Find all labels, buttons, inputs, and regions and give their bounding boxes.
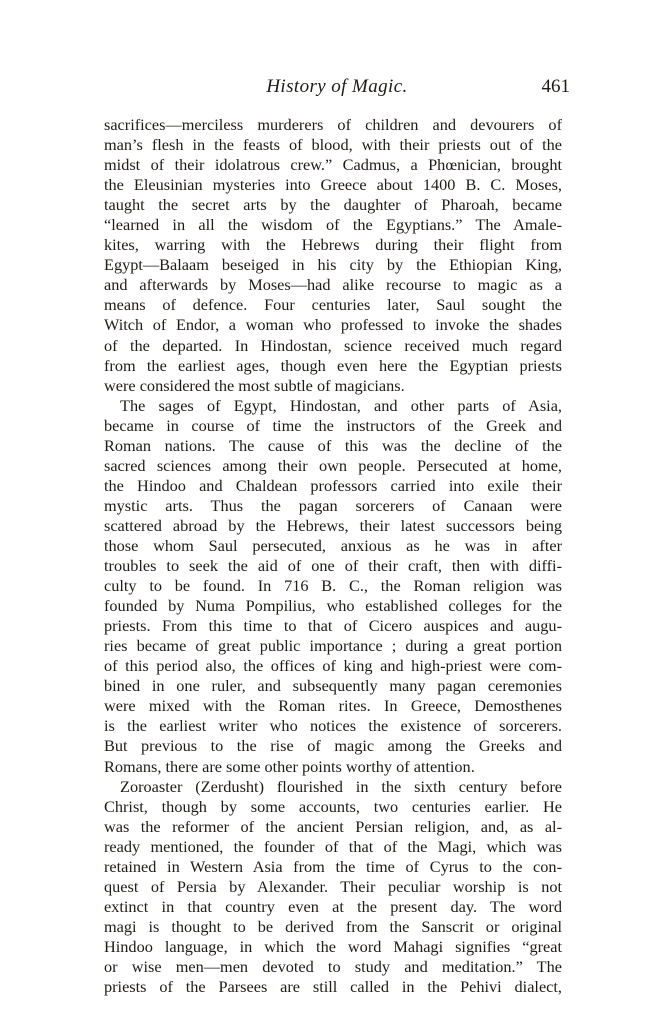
text-line: magi is thought to be derived from the Sanscrit or original — [104, 916, 562, 936]
text-line: ready mentioned, the founder of that of the Magi, which was — [104, 836, 562, 856]
text-line: extinct in that country even at the present day. The word — [104, 896, 562, 916]
text-line: was the reformer of the ancient Persian religion, and, as al- — [104, 816, 562, 836]
text-line: ries became of great public importance ; during a great portion — [104, 636, 562, 656]
text-line: or wise men—men devoted to study and meditation.” The — [104, 956, 562, 976]
text-line: man’s flesh in the feasts of blood, with their priests out of the — [104, 135, 562, 155]
text-line: those whom Saul persecuted, anxious as he was in after — [104, 535, 562, 555]
text-line: were mixed with the Roman rites. In Greece, Demosthenes — [104, 696, 562, 716]
text-line: sacred sciences among their own people. Persecuted at home, — [104, 455, 562, 475]
text-line: priests. From this time to that of Cicero auspices and augu- — [104, 616, 562, 636]
body-text — [104, 115, 562, 997]
text-line: quest of Persia by Alexander. Their peculiar worship is not — [104, 876, 562, 896]
text-line: sacrifices—merciless murderers of children and devourers of — [104, 115, 562, 134]
text-line: priests of the Parsees are still called in the Pehivi dialect, — [104, 977, 562, 997]
text-line: retained in Western Asia from the time of Cyrus to the con- — [104, 856, 562, 876]
text-line: “learned in all the wisdom of the Egyptians.” The Amale- — [104, 215, 562, 235]
text-line: the Eleusinian mysteries into Greece about 1400 B. C. Moses, — [104, 175, 562, 195]
text-line: of the departed. In Hindostan, science received much regard — [104, 335, 562, 355]
running-title: History of Magic. — [266, 76, 408, 97]
text-line: Egypt—Balaam beseiged in his city by the Ethiopian King, — [104, 255, 562, 275]
page-header — [104, 76, 570, 104]
text-line: Christ, though by some accounts, two centuries earlier. He — [104, 796, 562, 816]
text-line: Witch of Endor, a woman who professed to invoke the shades — [104, 315, 562, 335]
text-line: became in course of time the instructors of the Greek and — [104, 415, 562, 435]
text-line: Romans, there are some other points worthy of attention. — [104, 756, 475, 776]
text-line: kites, warring with the Hebrews during their flight from — [104, 235, 562, 255]
text-line: Hindoo language, in which the word Mahagi signifies “great — [104, 936, 562, 956]
text-line: founded by Numa Pompilius, who established colleges for the — [104, 596, 562, 616]
text-line: troubles to seek the aid of one of their craft, then with diffi- — [104, 556, 562, 576]
text-line: Zoroaster (Zerdusht) flourished in the sixth century before — [120, 776, 562, 796]
text-line: is the earliest writer who notices the existence of sorcerers. — [104, 716, 562, 736]
text-line: were considered the most subtle of magicians. — [104, 375, 405, 395]
text-line: the Hindoo and Chaldean professors carried into exile their — [104, 475, 562, 495]
page-number: 461 — [541, 76, 570, 97]
text-line: culty to be found. In 716 B. C., the Roman religion was — [104, 576, 562, 596]
text-line: scattered abroad by the Hebrews, their latest successors being — [104, 515, 562, 535]
text-line: taught the secret arts by the daughter of Pharoah, became — [104, 195, 562, 215]
text-line: of this period also, the offices of king and high-priest were com- — [104, 656, 562, 676]
text-line: Roman nations. The cause of this was the decline of the — [104, 435, 562, 455]
text-line: means of defence. Four centuries later, Saul sought the — [104, 295, 562, 315]
text-line: But previous to the rise of magic among the Greeks and — [104, 736, 562, 756]
text-line: from the earliest ages, though even here the Egyptian priests — [104, 355, 562, 375]
text-line: mystic arts. Thus the pagan sorcerers of Canaan were — [104, 495, 562, 515]
text-line: The sages of Egypt, Hindostan, and other parts of Asia, — [120, 395, 562, 415]
text-line: midst of their idolatrous crew.” Cadmus, a Phœnician, brought — [104, 155, 562, 175]
text-line: and afterwards by Moses—had alike recourse to magic as a — [104, 275, 562, 295]
text-line: bined in one ruler, and subsequently many pagan ceremonies — [104, 676, 562, 696]
